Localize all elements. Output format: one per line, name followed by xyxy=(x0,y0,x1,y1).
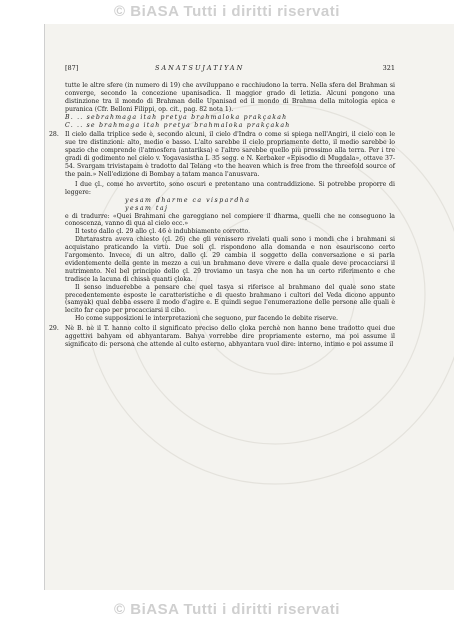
paragraph xyxy=(65,122,395,130)
paragraph xyxy=(65,213,395,229)
paragraph xyxy=(65,228,395,236)
paragraph xyxy=(65,181,395,197)
paragraph xyxy=(65,114,395,122)
watermark-top: © BiASA Tutti i diritti riservati xyxy=(114,3,340,20)
paragraph xyxy=(65,82,395,114)
paragraph-text: Dhrtarastra aveva chiesto (çl. 26) che gli venissero rivelati quali sono i mondi che i brahmani si acquistano praticando la virtù. Due soli çl. rispondono alla domanda e non esauriscono certo l'argomento. Invece, di un altro, dallo çl. 29 cambia il soggetto della conversazione e si parla evidentemente della gente in mezzo a cui un brahmano deve vivere e dalla quale deve procacciarsi il nutrimento. Nel bel principio dello çl. 29 troviamo un tasya che non ha un certo riferimento e che tradisce la lacuna di chissà quanti çloka. xyxy=(65,236,395,283)
paragraph xyxy=(65,205,395,213)
paragraph-text: Ho come supposizioni le interpretazioni che seguono, pur facendo le debite riserve. xyxy=(75,315,338,323)
paragraph-text: e di tradurre: «Quei Brahmani che gareggiano nel compiere il dharma, quelli che ne conseguono la conoscenza, vanno di qua al cielo ecc.» xyxy=(65,212,395,228)
paragraph-text: Il testo dallo çl. 29 allo çl. 46 è indubbiamente corrotto. xyxy=(75,228,251,236)
paragraph-text: B. .. sebrahmaga itah pretya brahmaloka prakçakah xyxy=(65,113,288,121)
note-number: 29. xyxy=(49,325,59,333)
page-number: 321 xyxy=(382,64,395,72)
paragraph-gap xyxy=(65,349,395,351)
paragraph xyxy=(49,131,395,178)
paragraph-text: Nè B. nè il T. hanno colto il significato preciso dello çloka perchè non hanno bene tradotto quei due aggettivi bahyam ed abhyantaram. Bahya vorrebbe dire propriamente esterno, ma poi assume il significato di: persona che attende al culto esterno, abhyantara vuol dire: interno, intimo e poi assume il xyxy=(65,325,395,348)
paragraph-text: yesam dharme ca vispardha xyxy=(125,196,251,204)
paragraph-text: tutte le altre sfere (in numero di 19) che avviluppano e racchiudono la terra. Nella sfera del Brahman si converge, secondo la concezione upanisadica. Il maggior grado di letizia. Alcuni pongono una distinzione tra il mondo di Brahman delle Upanisad ed il mondo di Brahma della mitologia epica e puranica (Cfr. Belloni Filippi, op. cit., pag. 82 nota 1). xyxy=(65,82,395,113)
running-title: SANATSUJATIYAN xyxy=(155,64,245,72)
page-body xyxy=(49,82,395,351)
paragraph xyxy=(65,315,395,323)
paragraph xyxy=(49,325,395,349)
paragraph-text: C. .. se brahmaga itah pretya brahmaloka prakçakah xyxy=(65,121,291,129)
note-number: 28. xyxy=(49,131,59,139)
paragraph-text: yesam taj xyxy=(125,204,169,212)
book-page xyxy=(44,24,454,590)
page-header xyxy=(65,64,395,74)
paragraph xyxy=(65,236,395,283)
paragraph-text: Il cielo dalla triplice sede è, secondo alcuni, il cielo d'Indra o come si spiega nell'Angiri, il cielo con le sue tre distinzioni: alto, medio e basso. L'alto sarebbe il cielo propriamente detto, il medio sarebbe lo spazio che comprende (l'atmosfera (antariksa) e l'altro sarebbe quello più prossimo alla terra. Per i tre gradi di godimento nel cielo v. Yogavasistha I. 35 segg. e N. Kerbaker «Episodio di Mugdala», ottave 37-54. Svargam trivistapam è tradotto dal Telang «to the heaven which is free from the threefold source of the pain.» Nell'edizione di Bombay a tatam manca l'anusvara. xyxy=(65,131,395,178)
watermark-bottom: © BiASA Tutti i diritti riservati xyxy=(114,601,340,618)
paragraph xyxy=(65,197,395,205)
page-ref: [87] xyxy=(65,64,79,72)
paragraph-text: I due çl., come ho avvertito, sono oscuri e pretentano una contraddizione. Si potrebbe proporre di leggere: xyxy=(65,180,395,196)
paragraph-text: Il senso induerebbe a pensare che quel tasya si riferisce al brahmano del quale sono state precedentemente esposte le caratteristiche e di questo brahmano i cultori del Veda dicono appunto (samyak) qual debba essere il modo d'agire e. E quindi segue l'enumerazione delle persone alle quali è lecito far capo per procacciarsi il cibo. xyxy=(65,283,395,315)
paragraph xyxy=(65,284,395,316)
